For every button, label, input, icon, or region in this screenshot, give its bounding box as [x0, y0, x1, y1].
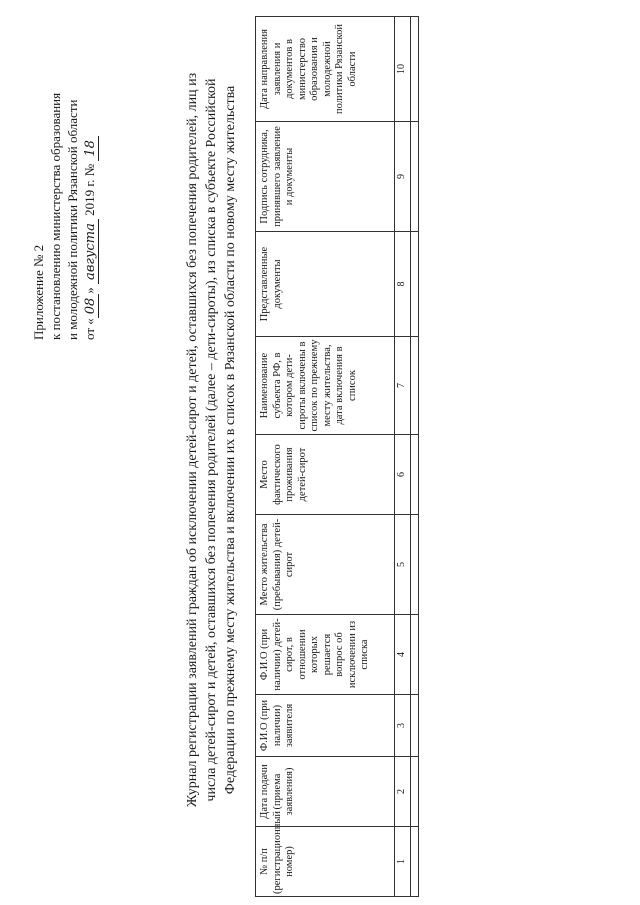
- column-number: 6: [395, 435, 411, 515]
- journal-title: [183, 30, 240, 850]
- table-cell: [411, 827, 419, 897]
- title-line-3: Федерации по прежнему месту жительства и включении их в список в Рязанской области по новому месту жительства: [223, 85, 238, 795]
- title-line-1: Журнал регистрации заявлений граждан об исключении детей-сирот и детей, оставшихся без попечения родителей, лиц из: [185, 72, 200, 808]
- column-header: № п/п (регистрационный номер): [256, 827, 395, 897]
- column-header: Место жительства (пребывания) детей-сирот: [256, 515, 395, 615]
- appendix-line-2: к постановлению министерства образования: [48, 92, 63, 340]
- title-line-2: числа детей-сирот и детей, оставшихся без попечения родителей (далее – дети-сироты), из списка в субъекте Российской: [204, 78, 219, 802]
- table-cell: [411, 17, 419, 122]
- column-number-row: [395, 17, 411, 897]
- column-header: Ф.И.О (при наличии) детей-сирот, в отношении которых решается вопрос об исключении из списка: [256, 615, 395, 695]
- header-row: [256, 17, 395, 897]
- table-cell: [411, 515, 419, 615]
- table-cell: [411, 615, 419, 695]
- column-number: 10: [395, 17, 411, 122]
- empty-entry-row: [411, 17, 419, 897]
- journal-table: [255, 16, 419, 897]
- column-number: 4: [395, 615, 411, 695]
- column-header: Подпись сотрудника, принявшего заявление и документы: [256, 122, 395, 232]
- column-number: 9: [395, 122, 411, 232]
- date-mid: »: [82, 287, 97, 294]
- doc-number-handwritten: 18: [83, 136, 99, 161]
- table-cell: [411, 232, 419, 337]
- date-month-handwritten: августа: [83, 219, 99, 284]
- appendix-date-line: [81, 20, 99, 340]
- table-cell: [411, 337, 419, 435]
- appendix-header: [30, 20, 99, 340]
- column-header: Ф.И.О (при наличии) заявителя: [256, 695, 395, 757]
- column-header: Наименование субъекта РФ, в котором дети-сироты включены в список по прежнему месту жительства, дата включения в список: [256, 337, 395, 435]
- column-header: Дата подачи (приема заявления): [256, 757, 395, 827]
- column-header: Дата направления заявления и документов в министерство образования и молодежной политики Рязанской области: [256, 17, 395, 122]
- column-header: Представленные документы: [256, 232, 395, 337]
- table-cell: [411, 435, 419, 515]
- column-number: 7: [395, 337, 411, 435]
- column-number: 8: [395, 232, 411, 337]
- column-number: 1: [395, 827, 411, 897]
- appendix-title: Приложение № 2: [31, 244, 46, 340]
- column-number: 5: [395, 515, 411, 615]
- table-cell: [411, 122, 419, 232]
- column-number: 2: [395, 757, 411, 827]
- date-year: 2019 г. №: [82, 163, 97, 216]
- date-prefix: от «: [82, 318, 97, 340]
- appendix-line-3: и молодежной политики Рязанской области: [65, 99, 80, 340]
- table-cell: [411, 695, 419, 757]
- date-day-handwritten: 08: [83, 294, 99, 319]
- column-header: Место фактического проживания детей-сирот: [256, 435, 395, 515]
- column-number: 3: [395, 695, 411, 757]
- table-cell: [411, 757, 419, 827]
